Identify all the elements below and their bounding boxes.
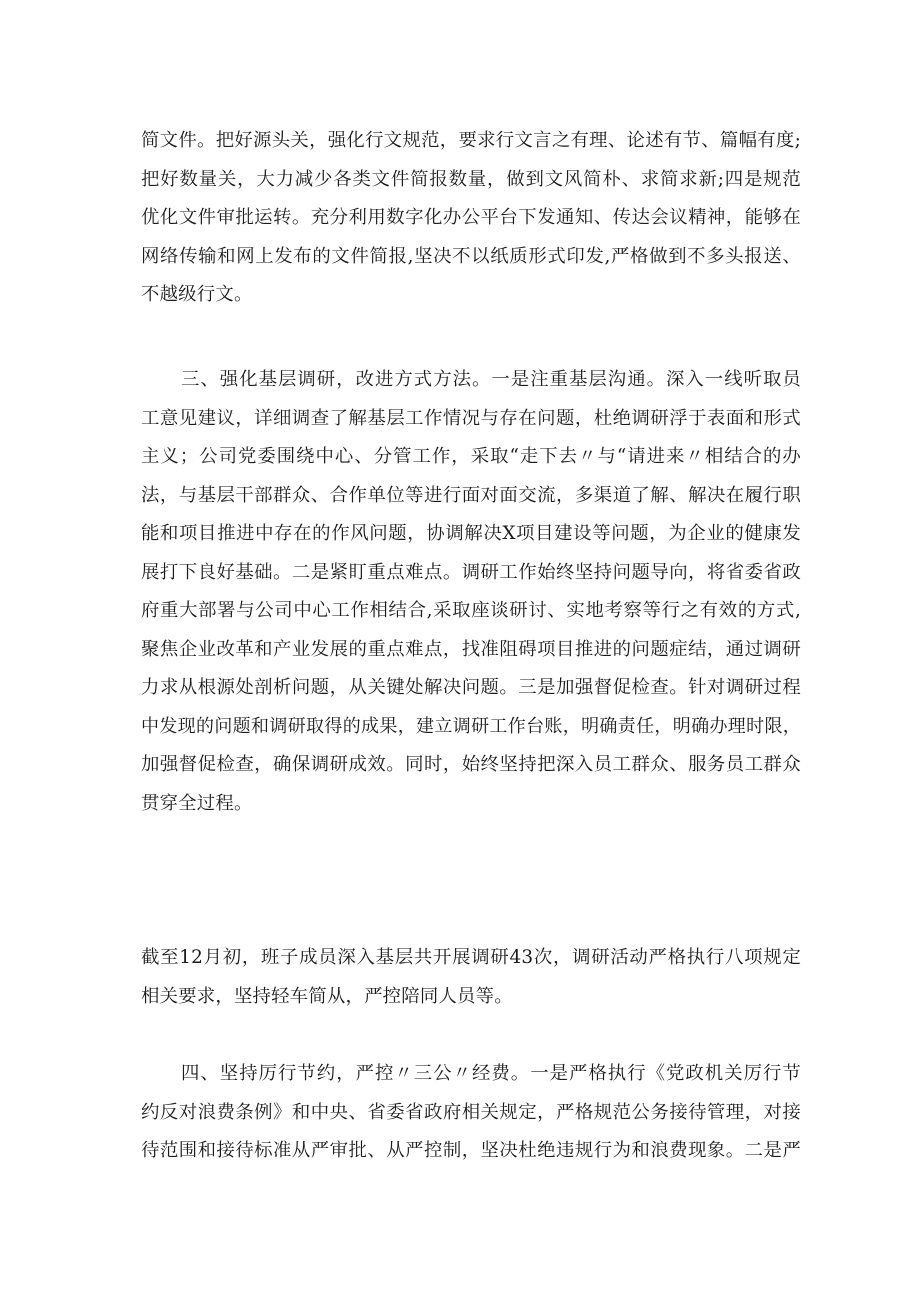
paragraph-line: 待范围和接待标准从严审批、从严控制，坚决杜绝违规行为和浪费现象。二是严 <box>141 1140 801 1161</box>
paragraph-research-statistics <box>141 939 801 1016</box>
paragraph-line: 力求从根源处剖析问题，从关键处解决问题。三是加强督促检查。针对调研过程 <box>141 677 801 698</box>
paragraph-line: 截至12月初，班子成员深入基层共开展调研43次，调研活动严格执行八项规定 <box>141 947 801 968</box>
paragraph-line: 约反对浪费条例》和中央、省委省政府相关规定，严格规范公务接待管理，对接 <box>141 1101 801 1123</box>
paragraph-line: 中发现的问题和调研取得的成果，建立调研工作台账，明确责任，明确办理时限， <box>141 715 801 737</box>
paragraph-line: 聚焦企业改革和产业发展的重点难点，找准阻碍项目推进的问题症结，通过调研 <box>141 638 801 660</box>
paragraph-line: 网络传输和网上发布的文件简报,坚决不以纸质形式印发,严格做到不多头报送、 <box>141 245 801 267</box>
paragraph-heading-line: 四、坚持厉行节约，严控〃三公〃经费。一是严格执行《党政机关厉行节 <box>181 1063 801 1084</box>
paragraph-line: 能和项目推进中存在的作风问题，协调解决X项目建设等问题，为企业的健康发 <box>141 523 801 544</box>
paragraph-file-simplification <box>141 122 801 315</box>
paragraph-line: 相关要求，坚持轻车简从，严控陪同人员等。 <box>141 985 513 1007</box>
paragraph-line: 不越级行文。 <box>141 284 253 305</box>
paragraph-line: 主义；公司党委围绕中心、分管工作，采取“走下去〃与“请进来〃相结合的办 <box>141 446 801 467</box>
paragraph-line: 工意见建议，详细调查了解基层工作情况与存在问题，杜绝调研浮于表面和形式 <box>141 407 801 429</box>
paragraph-line: 简文件。把好源头关，强化行文规范，要求行文言之有理、论述有节、篇幅有度; <box>141 130 801 151</box>
paragraph-frugality <box>141 1055 801 1171</box>
paragraph-line: 法，与基层干部群众、合作单位等进行面对面交流，多渠道了解、解决在履行职 <box>141 484 801 506</box>
paragraph-line: 加强督促检查，确保调研成效。同时，始终坚持把深入员工群众、服务员工群众 <box>141 754 801 775</box>
paragraph-line: 府重大部署与公司中心工作相结合,采取座谈研讨、实地考察等行之有效的方式, <box>141 600 801 621</box>
paragraph-line: 优化文件审批运转。充分利用数字化办公平台下发通知、传达会议精神，能够在 <box>141 207 801 228</box>
paragraph-line: 展打下良好基础。二是紧盯重点难点。调研工作始终坚持问题导向，将省委省政 <box>141 561 801 583</box>
paragraph-line: 贯穿全过程。 <box>141 792 253 814</box>
paragraph-heading-line: 三、强化基层调研，改进方式方法。一是注重基层沟通。深入一线听取员 <box>181 369 801 390</box>
paragraph-grassroots-research <box>141 361 801 823</box>
paragraph-line: 把好数量关，大力减少各类文件简报数量，做到文风简朴、求简求新;四是规范 <box>141 168 801 190</box>
